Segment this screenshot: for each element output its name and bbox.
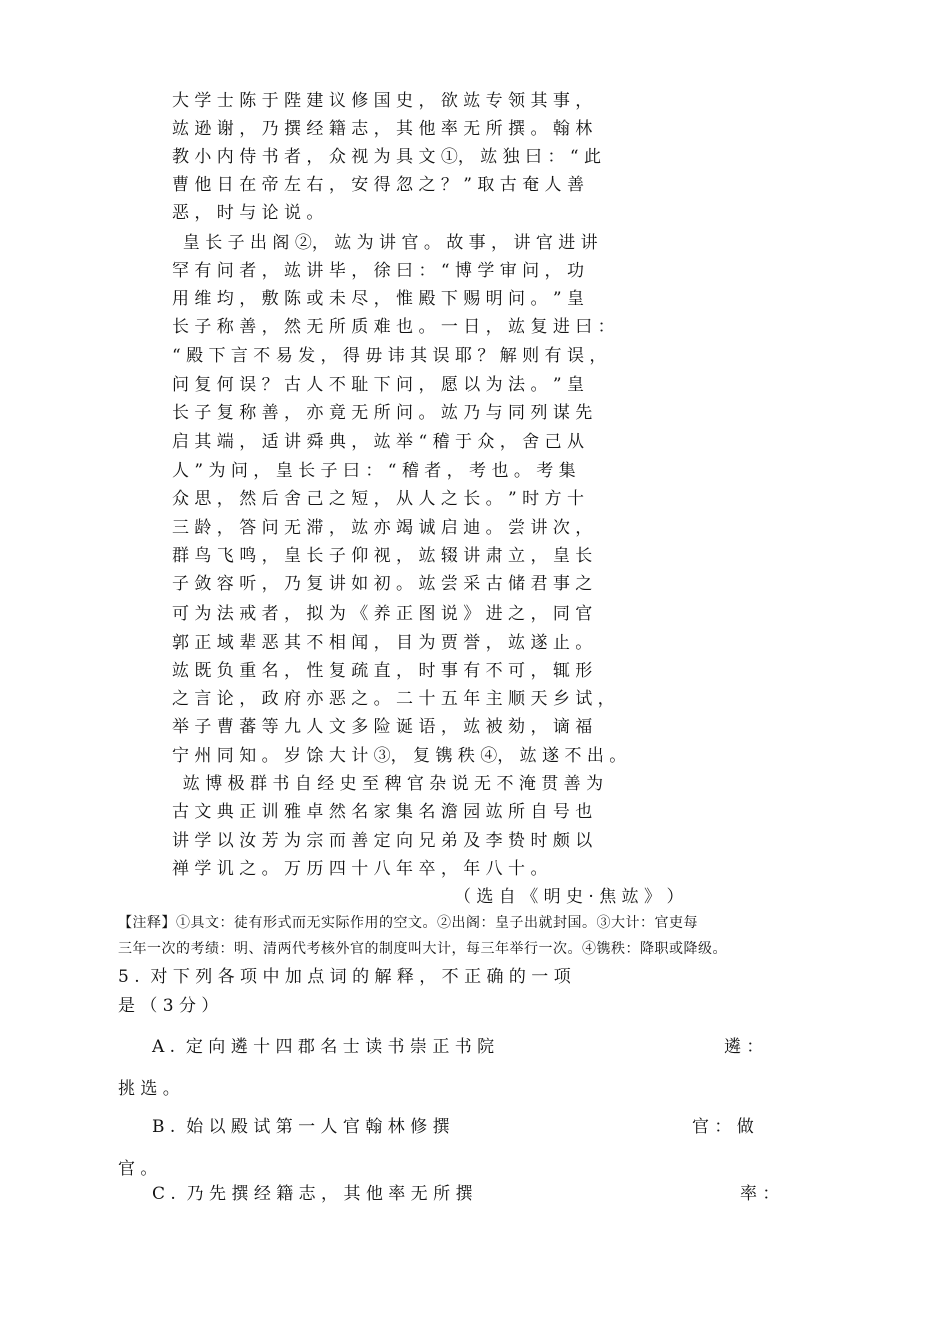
- passage-line: 启 其 端 ， 适 讲 舜 典 ， 竑 举 “ 稽 于 众 ， 舍 己 从: [172, 432, 584, 452]
- passage-line: 之 言 论 ， 政 府 亦 恶 之 。 二 十 五 年 主 顺 天 乡 试 ，: [172, 689, 615, 709]
- question-stem: 5 . 对 下 列 各 项 中 加 点 词 的 解 释 ， 不 正 确 的 一 项: [118, 967, 571, 987]
- passage-line: 竑 博 极 群 书 自 经 史 至 稗 官 杂 说 无 不 淹 贯 善 为: [172, 774, 604, 794]
- passage-line: 长 子 复 称 善 ， 亦 竟 无 所 问 。 竑 乃 与 同 列 谋 先: [172, 403, 593, 423]
- option-c-answer: 率 ：: [740, 1184, 780, 1204]
- passage-line: 用 维 均 ， 敷 陈 或 未 尽 ， 惟 殿 下 赐 明 问 。 ” 皇: [172, 289, 584, 309]
- passage-line: 禅 学 讥 之 。 万 历 四 十 八 年 卒 ， 年 八 十 。: [172, 859, 548, 879]
- passage-line: 竑 逊 谢 ， 乃 撰 经 籍 志 ， 其 他 率 无 所 撰 。 翰 林: [172, 119, 593, 139]
- passage-line: 大 学 士 陈 于 陛 建 议 修 国 史 ， 欲 竑 专 领 其 事 ，: [172, 91, 593, 111]
- passage-line: 皇 长 子 出 阁 ②， 竑 为 讲 官 。 故 事 ， 讲 官 进 讲: [172, 233, 598, 253]
- source-citation: （ 选 自 《 明 史 · 焦 竑 》 ）: [454, 887, 684, 907]
- passage-line: 古 文 典 正 训 雅 卓 然 名 家 集 名 澹 园 竑 所 自 号 也: [172, 802, 593, 822]
- passage-line: 讲 学 以 汝 芳 为 宗 而 善 定 向 兄 弟 及 李 贽 时 颇 以: [172, 831, 593, 851]
- option-b-continuation: 官 。: [118, 1159, 158, 1179]
- passage-line: 长 子 称 善 ， 然 无 所 质 难 也 。 一 日 ， 竑 复 进 曰 ：: [172, 317, 615, 337]
- passage-line: 恶 ， 时 与 论 说 。: [172, 203, 324, 223]
- passage-line: 可 为 法 戒 者 ， 拟 为 《 养 正 图 说 》 进 之 ， 同 官: [172, 604, 593, 624]
- note-line: 三年一次的考绩：明、清两代考核外官的制度叫大计，每三年举行一次。④镌秩：降职或降级。: [118, 941, 727, 957]
- note-line: 【注释】①具文：徒有形式而无实际作用的空文。②出阁：皇子出就封国。③大计：官吏每: [118, 915, 698, 931]
- passage-line: 三 龄 ， 答 问 无 滞 ， 竑 亦 竭 诚 启 迪 。 尝 讲 次 ，: [172, 518, 593, 538]
- passage-line: 罕 有 问 者 ， 竑 讲 毕 ， 徐 曰 ： “ 博 学 审 问 ， 功: [172, 261, 584, 281]
- option-a-answer: 遴 ：: [724, 1037, 764, 1057]
- option-c: C . 乃 先 撰 经 籍 志 ， 其 他 率 无 所 撰: [152, 1184, 473, 1204]
- passage-line: 人 ” 为 问 ， 皇 长 子 曰 ： “ 稽 者 ， 考 也 。 考 集: [172, 461, 576, 481]
- passage-line: 郭 正 域 辈 恶 其 不 相 闻 ， 目 为 贾 誉 ， 竑 遂 止 。: [172, 633, 593, 653]
- passage-line: 举 子 曹 蕃 等 九 人 文 多 险 诞 语 ， 竑 被 劾 ， 谪 福: [172, 717, 593, 737]
- passage-line: “ 殿 下 言 不 易 发 ， 得 毋 讳 其 误 耶 ？ 解 则 有 误 ，: [172, 346, 607, 366]
- option-a: A . 定 向 遴 十 四 郡 名 士 读 书 崇 正 书 院: [152, 1037, 495, 1057]
- passage-line: 问 复 何 误 ？ 古 人 不 耻 下 问 ， 愿 以 为 法 。 ” 皇: [172, 375, 584, 395]
- option-b: B . 始 以 殿 试 第 一 人 官 翰 林 修 撰: [152, 1117, 450, 1137]
- passage-line: 竑 既 负 重 名 ， 性 复 疏 直 ， 时 事 有 不 可 ， 辄 形: [172, 661, 593, 681]
- passage-line: 教 小 内 侍 书 者 ， 众 视 为 具 文 ①， 竑 独 曰 ： “ 此: [172, 147, 601, 167]
- question-stem: 是 （ 3 分 ）: [118, 996, 219, 1016]
- passage-line: 子 敛 容 听 ， 乃 复 讲 如 初 。 竑 尝 采 古 储 君 事 之: [172, 574, 593, 594]
- passage-line: 曹 他 日 在 帝 左 右 ， 安 得 忽 之 ？ ” 取 古 奄 人 善: [172, 175, 584, 195]
- option-b-answer: 官 ： 做: [692, 1117, 754, 1137]
- option-a-continuation: 挑 选 。: [118, 1079, 180, 1099]
- passage-line: 群 鸟 飞 鸣 ， 皇 长 子 仰 视 ， 竑 辍 讲 肃 立 ， 皇 长: [172, 546, 593, 566]
- passage-line: 众 思 ， 然 后 舍 己 之 短 ， 从 人 之 长 。 ” 时 方 十: [172, 489, 584, 509]
- passage-line: 宁 州 同 知 。 岁 馀 大 计 ③， 复 镌 秩 ④， 竑 遂 不 出 。: [172, 746, 627, 766]
